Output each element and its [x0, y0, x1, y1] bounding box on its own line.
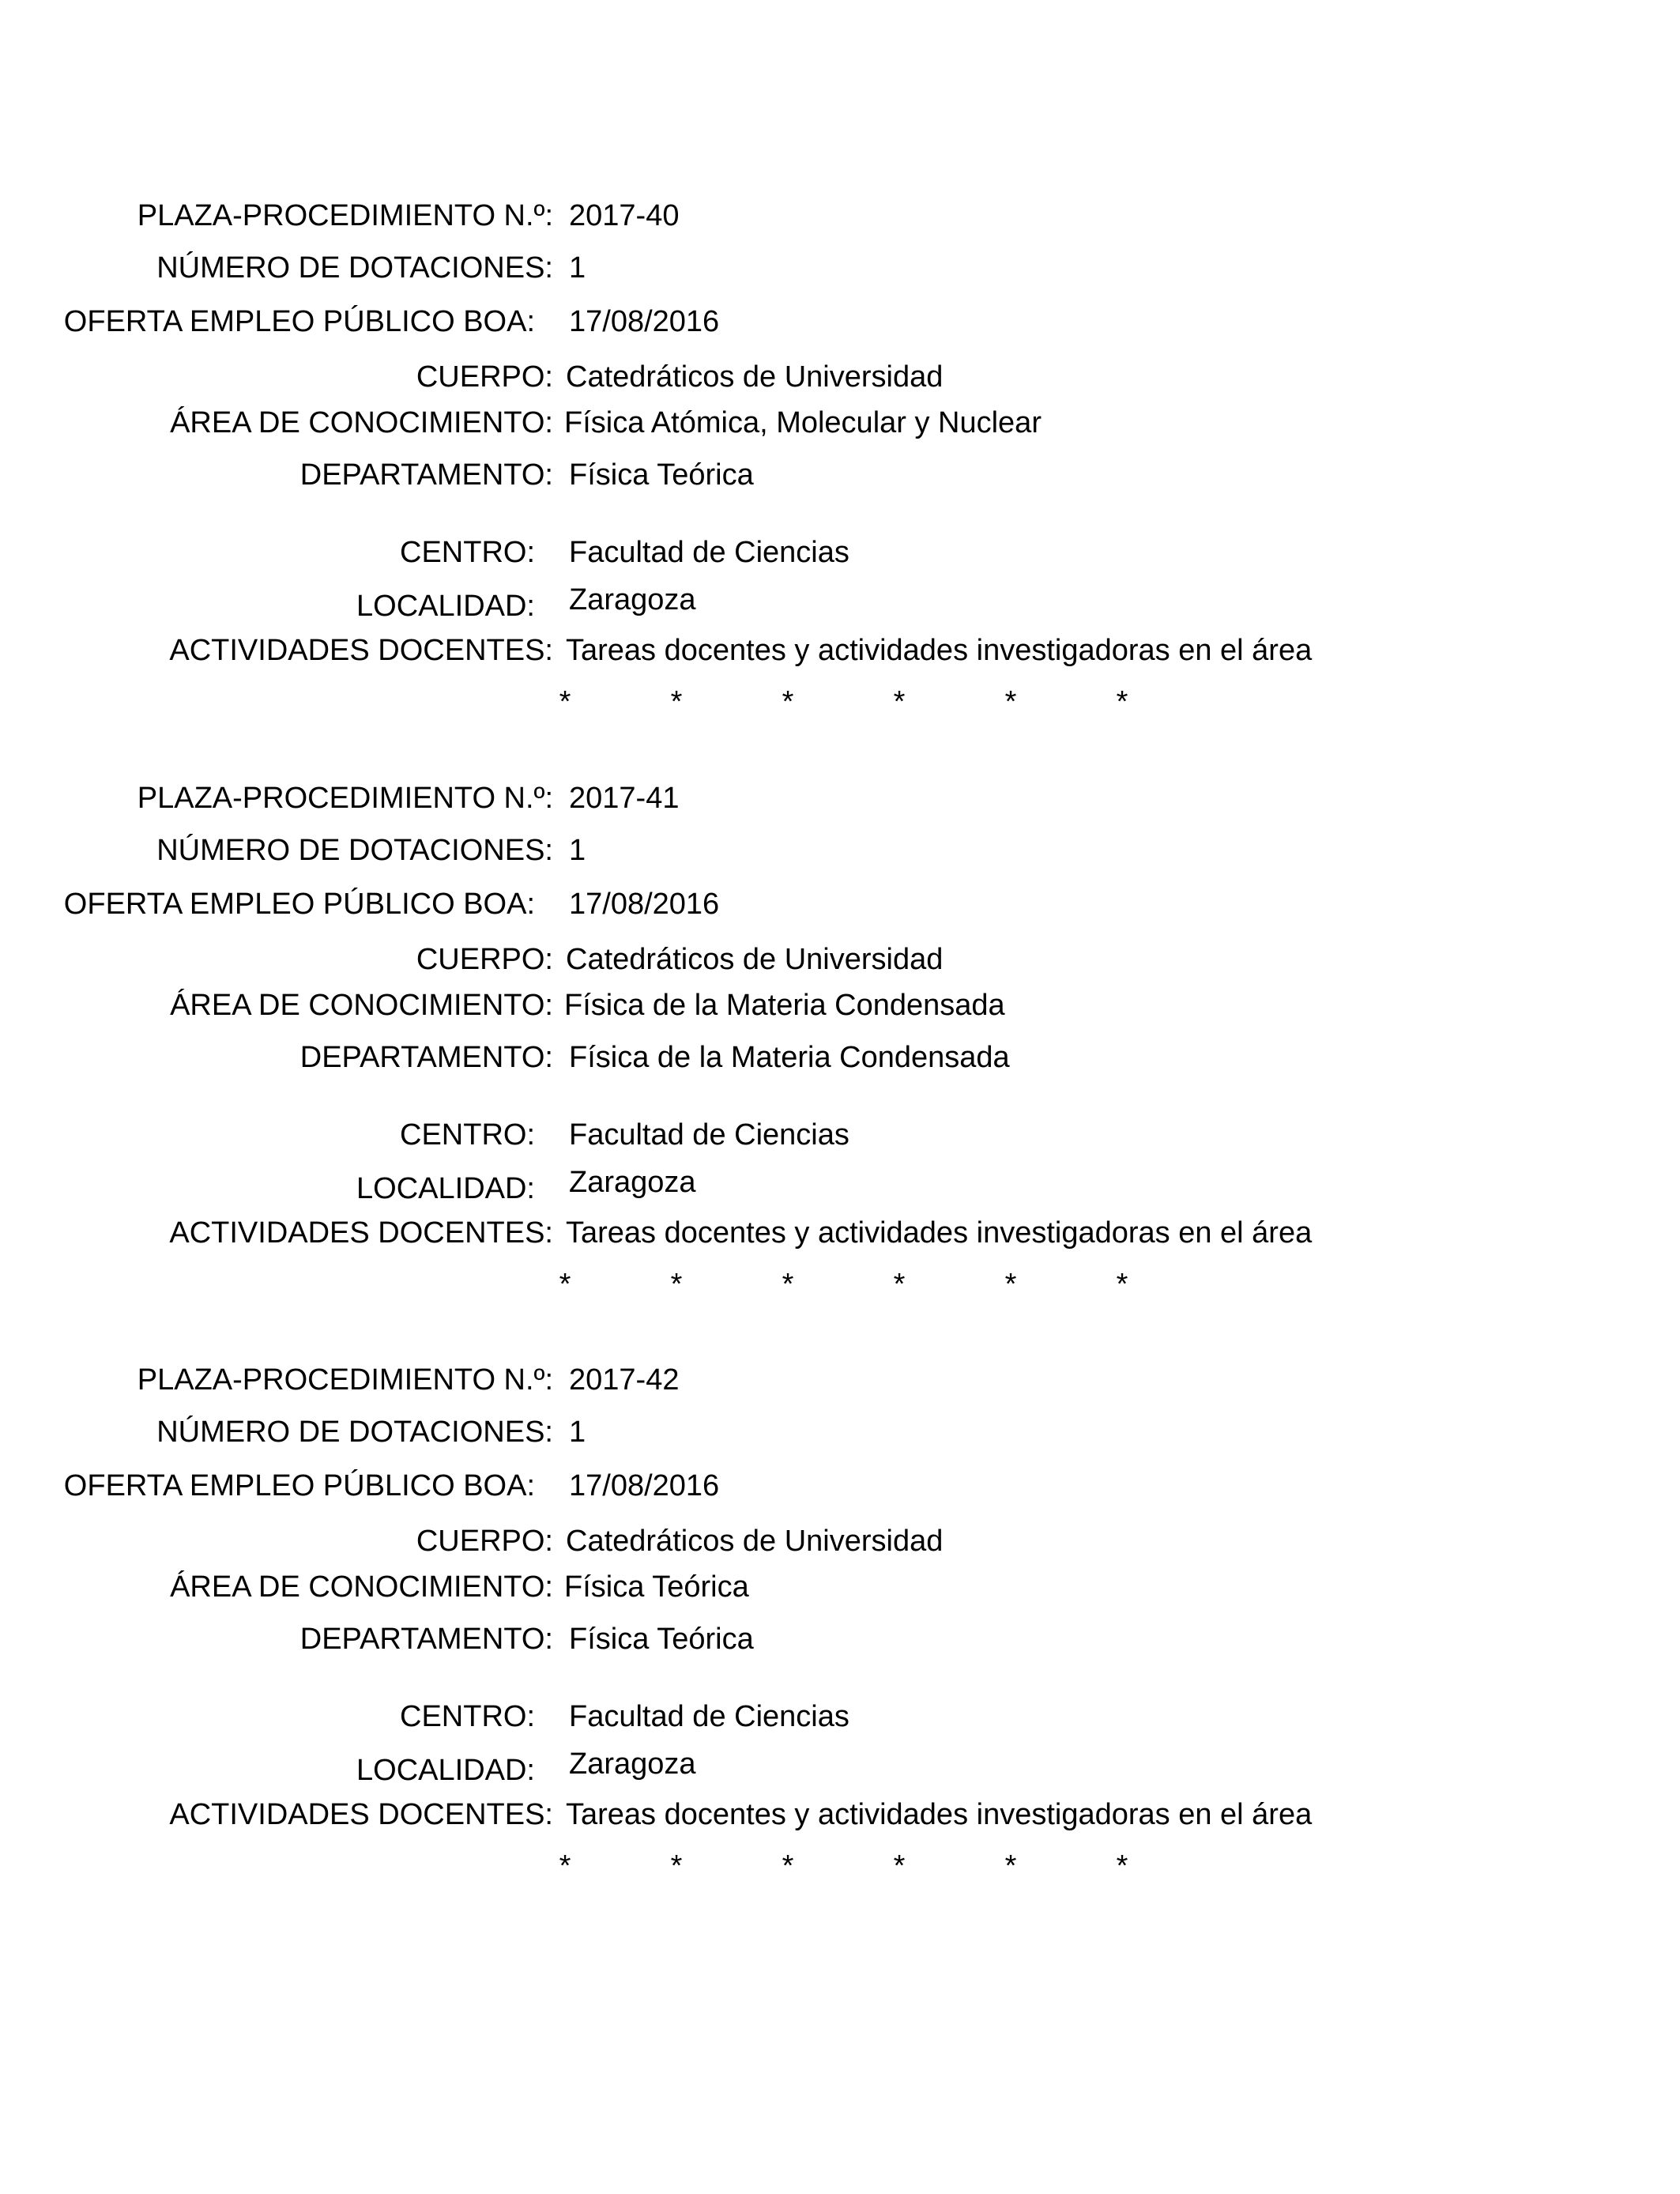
separator-star: *: [893, 685, 906, 718]
departamento-value: Física Teórica: [569, 458, 754, 492]
separator-stars: [0, 1269, 1680, 1300]
plaza-value: 2017-42: [569, 1363, 680, 1397]
cuerpo-label: CUERPO:: [416, 360, 553, 394]
dotaciones-value: 1: [569, 251, 586, 285]
area-row: [0, 986, 1680, 1025]
oferta-value: 17/08/2016: [569, 305, 720, 338]
localidad-value: Zaragoza: [569, 583, 696, 616]
separator-star: *: [559, 1849, 571, 1883]
area-value: Física Atómica, Molecular y Nuclear: [564, 406, 1042, 439]
dotaciones-row: [0, 248, 1680, 288]
departamento-row: [0, 1619, 1680, 1659]
localidad-value: Zaragoza: [569, 1747, 696, 1781]
separator-star: *: [782, 1849, 794, 1883]
cuerpo-value: Catedráticos de Universidad: [566, 360, 944, 394]
centro-row: [0, 1697, 1680, 1736]
oferta-value: 17/08/2016: [569, 888, 720, 921]
separator-star: *: [1004, 1268, 1017, 1301]
separator-star: *: [1116, 1268, 1128, 1301]
oferta-label: OFERTA EMPLEO PÚBLICO BOA:: [63, 1469, 535, 1502]
centro-value: Facultad de Ciencias: [569, 536, 849, 569]
dotaciones-value: 1: [569, 834, 586, 867]
oferta-row: [0, 302, 1680, 341]
separator-star: *: [559, 685, 571, 718]
plaza-block: [0, 196, 1680, 733]
departamento-label: DEPARTAMENTO:: [299, 1041, 553, 1074]
separator-star: *: [893, 1849, 906, 1883]
separator-stars: [0, 686, 1680, 718]
actividades-row: [0, 1795, 1680, 1834]
separator-star: *: [559, 1268, 571, 1301]
departamento-row: [0, 455, 1680, 495]
separator-star: *: [670, 1268, 683, 1301]
actividades-row: [0, 631, 1680, 670]
plaza-label: PLAZA-PROCEDIMIENTO N.º:: [137, 1363, 553, 1397]
actividades-value: Tareas docentes y actividades investigadoras en el área: [566, 1798, 1313, 1831]
localidad-label: LOCALIDAD:: [356, 1754, 535, 1787]
area-label: ÁREA DE CONOCIMIENTO:: [170, 1570, 553, 1604]
plaza-block: [0, 1360, 1680, 1898]
actividades-value: Tareas docentes y actividades investigadoras en el área: [566, 1216, 1313, 1250]
separator-stars: [0, 1850, 1680, 1882]
oferta-row: [0, 884, 1680, 924]
plaza-value: 2017-41: [569, 782, 680, 815]
cuerpo-value: Catedráticos de Universidad: [566, 1525, 944, 1558]
oferta-value: 17/08/2016: [569, 1469, 720, 1502]
dotaciones-value: 1: [569, 1416, 586, 1449]
dotaciones-label: NÚMERO DE DOTACIONES:: [156, 1416, 553, 1449]
actividades-label: ACTIVIDADES DOCENTES:: [169, 634, 553, 667]
area-label: ÁREA DE CONOCIMIENTO:: [170, 406, 553, 439]
actividades-label: ACTIVIDADES DOCENTES:: [169, 1216, 553, 1250]
cuerpo-label: CUERPO:: [416, 943, 553, 976]
area-value: Física Teórica: [564, 1570, 749, 1604]
separator-star: *: [1116, 685, 1128, 718]
centro-label: CENTRO:: [400, 1700, 535, 1733]
departamento-label: DEPARTAMENTO:: [299, 458, 553, 492]
cuerpo-row: [0, 357, 1680, 397]
dotaciones-row: [0, 1412, 1680, 1452]
oferta-row: [0, 1466, 1680, 1506]
localidad-label: LOCALIDAD:: [356, 590, 535, 623]
plaza-block: [0, 778, 1680, 1316]
separator-star: *: [782, 685, 794, 718]
departamento-row: [0, 1038, 1680, 1077]
separator-star: *: [670, 685, 683, 718]
departamento-value: Física de la Materia Condensada: [569, 1041, 1010, 1074]
localidad-label: LOCALIDAD:: [356, 1172, 535, 1205]
area-row: [0, 403, 1680, 443]
separator-star: *: [893, 1268, 906, 1301]
centro-label: CENTRO:: [400, 536, 535, 569]
plaza-row: [0, 1360, 1680, 1400]
area-value: Física de la Materia Condensada: [564, 989, 1005, 1022]
plaza-label: PLAZA-PROCEDIMIENTO N.º:: [137, 199, 553, 232]
dotaciones-label: NÚMERO DE DOTACIONES:: [156, 251, 553, 285]
cuerpo-label: CUERPO:: [416, 1525, 553, 1558]
dotaciones-label: NÚMERO DE DOTACIONES:: [156, 834, 553, 867]
separator-star: *: [1004, 1849, 1017, 1883]
departamento-value: Física Teórica: [569, 1623, 754, 1656]
localidad-row: [0, 1747, 1680, 1790]
centro-row: [0, 1115, 1680, 1155]
cuerpo-row: [0, 1521, 1680, 1561]
dotaciones-row: [0, 831, 1680, 870]
separator-star: *: [782, 1268, 794, 1301]
plaza-row: [0, 778, 1680, 818]
localidad-row: [0, 1166, 1680, 1208]
centro-value: Facultad de Ciencias: [569, 1700, 849, 1733]
localidad-row: [0, 583, 1680, 626]
centro-label: CENTRO:: [400, 1118, 535, 1152]
cuerpo-value: Catedráticos de Universidad: [566, 943, 944, 976]
actividades-value: Tareas docentes y actividades investigadoras en el área: [566, 634, 1313, 667]
centro-row: [0, 533, 1680, 572]
centro-value: Facultad de Ciencias: [569, 1118, 849, 1152]
localidad-value: Zaragoza: [569, 1166, 696, 1199]
area-label: ÁREA DE CONOCIMIENTO:: [170, 989, 553, 1022]
separator-star: *: [1004, 685, 1017, 718]
separator-star: *: [1116, 1849, 1128, 1883]
separator-star: *: [670, 1849, 683, 1883]
oferta-label: OFERTA EMPLEO PÚBLICO BOA:: [63, 305, 535, 338]
plaza-row: [0, 196, 1680, 236]
area-row: [0, 1567, 1680, 1607]
plaza-value: 2017-40: [569, 199, 680, 232]
actividades-label: ACTIVIDADES DOCENTES:: [169, 1798, 553, 1831]
departamento-label: DEPARTAMENTO:: [299, 1623, 553, 1656]
actividades-row: [0, 1213, 1680, 1253]
plaza-label: PLAZA-PROCEDIMIENTO N.º:: [137, 782, 553, 815]
cuerpo-row: [0, 940, 1680, 979]
oferta-label: OFERTA EMPLEO PÚBLICO BOA:: [63, 888, 535, 921]
